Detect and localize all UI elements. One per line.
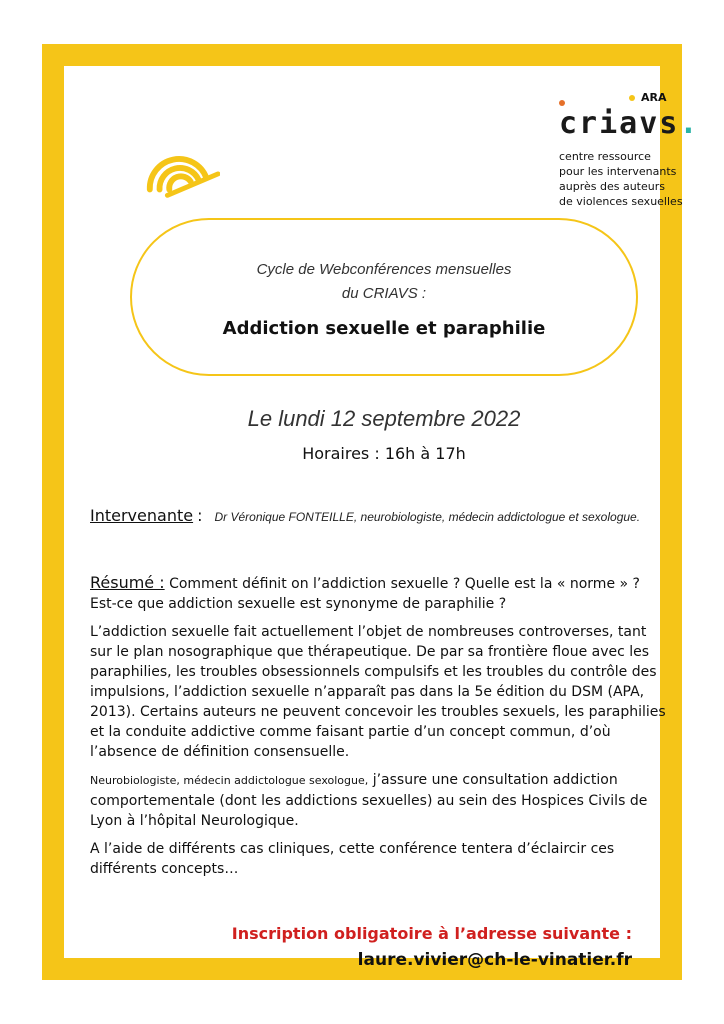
speaker-text: Dr Véronique FONTEILLE, neurobiologiste, médecin addictologue et sexologue. [214,510,641,524]
criavs-logo [559,91,699,209]
registration-email[interactable]: laure.vivier@ch-le-vinatier.fr [357,950,632,970]
body-paragraph [90,770,670,831]
speaker-profile-small: Neurobiologiste, médecin addictologue sexologue, [90,774,369,787]
event-hours: Horaires : 16h à 17h [302,444,466,463]
logo-name: criavs [559,106,680,141]
series-subtitle: du CRIAVS : [341,285,427,302]
speaker-label: Intervenante [90,506,194,525]
logo-region: ARA [641,91,667,104]
speaker-profile-text: j’assure une consultation addiction comportementale (dont les addictions sexuelles) au sein des Hospices Civils de Lyon à l’hôpital Neurologique. [90,772,648,829]
body-paragraph: A l’aide de différents cas cliniques, cette conférence tentera d’éclaircir ces différents concepts… [90,841,615,877]
logo-tagline-line: pour les intervenants [559,165,677,178]
summary-text: Comment définit on l’addiction sexuelle ? Quelle est la « norme » ? Est-ce que addiction sexuelle est synonyme de paraphilie ? [90,576,640,612]
logo-tagline-line: auprès des auteurs [559,180,665,193]
logo-dot: . [679,106,700,141]
logo-tagline-line: de violences sexuelles [559,195,683,208]
arcs-emblem-icon [142,138,220,202]
body-paragraph: L’addiction sexuelle fait actuellement l’objet de nombreuses controverses, tant sur le plan nosographique que thérapeutique. De par sa frontière floue avec les paraphilies, les troubles obsessionnels compulsifs et les troubles du contrôle des impulsions, l’addiction sexuelle n’apparaît pas dans la 5e édition du DSM (APA, 2013). Certains auteurs ne peuvent concevoir les troubles sexuels, les paraphilies et la conduite addictive comme faisant partie d’un concept commun, d’où l’absence de définition consensuelle. [90,624,666,760]
logo-tagline [559,149,699,209]
summary-section [90,573,670,879]
event-date: Le lundi 12 septembre 2022 [247,406,521,431]
logo-tagline-line: centre ressource [559,150,651,163]
conference-title: Addiction sexuelle et paraphilie [222,318,546,339]
registration-notice: Inscription obligatoire à l’adresse suivante : [231,924,632,943]
speaker-section [90,506,670,527]
logo-yellow-dot [629,95,635,101]
speaker-colon: : [197,506,203,525]
logo-orange-dot [559,100,565,106]
title-box [130,218,638,376]
yellow-frame [42,44,700,980]
summary-paragraph [90,573,670,614]
logo-wordmark [559,106,700,141]
summary-label: Résumé : [90,573,165,592]
series-title: Cycle de Webconférences mensuelles [256,261,512,278]
